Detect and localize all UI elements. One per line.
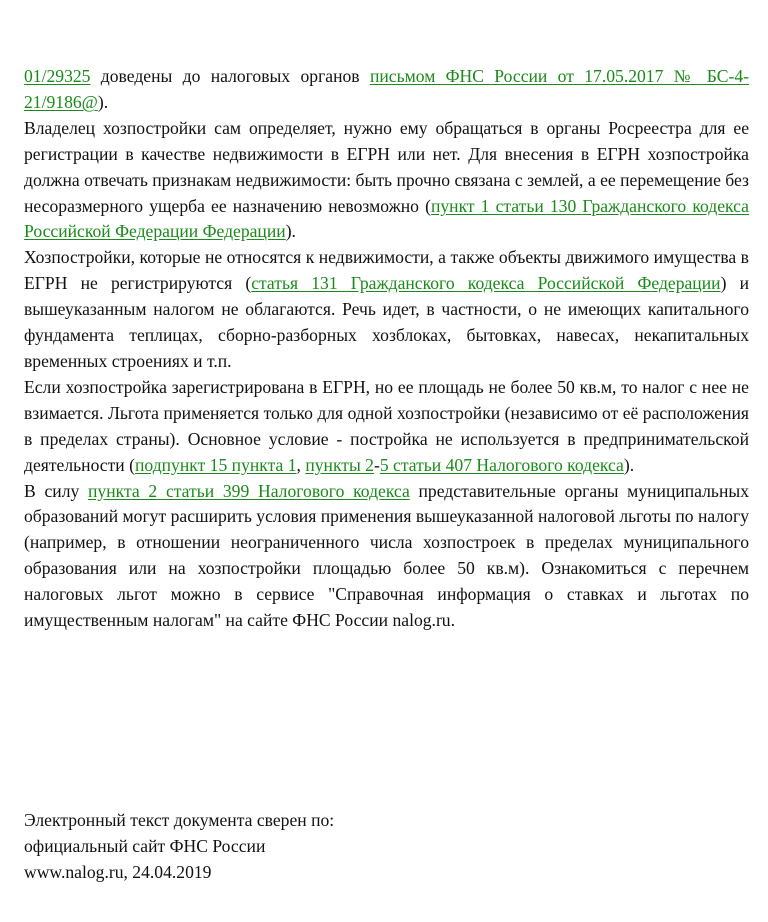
paragraph-municipal-benefits: [24, 479, 749, 634]
paragraph-letter-reference: [24, 64, 749, 116]
paragraph-text: Владелец хозпостройки сам определяет, нужно ему обращаться в органы Росреестра для ее регистрации в качестве недвижимости в ЕГРН или нет. Для внесения в ЕГРН хозпостройка должна отвечать признакам недвижимости: быть прочно связана с землей, а ее перемещение без несоразмерного ущерба ее назначению невозможно (: [24, 117, 749, 216]
link-civil-code-article-131[interactable]: статья 131 Гражданского кодекса Российской Федерации: [251, 273, 721, 294]
document-body: [24, 64, 749, 634]
paragraph-text: Если хозпостройка зарегистрирована в ЕГРН, но ее площадь не более 50 кв.м, то налог с нее не взимается. Льгота применяется только для одной хозпостройки (независимо от её расположения в пределах страны). Основное условие - постройка не используется в предпринимательской деятельности (: [24, 376, 749, 475]
paragraph-text: ).: [623, 454, 635, 475]
paragraph-registration: [24, 116, 749, 246]
paragraph-text: доведены до налоговых органов: [90, 66, 370, 86]
link-subparagraph-15[interactable]: подпункт 15 пункта 1: [134, 454, 297, 475]
link-tax-code-article-399[interactable]: пункта 2 статьи 399 Налогового кодекса: [88, 480, 410, 501]
link-fns-letter[interactable]: письмом ФНС России от 17.05.2017 № БС-4-21/9186@: [24, 66, 749, 112]
footer-verified-line: Электронный текст документа сверен по:: [24, 810, 335, 830]
footer-source-line: официальный сайт ФНС России: [24, 835, 266, 856]
link-tax-code-article-407[interactable]: 5 статьи 407 Налогового кодекса: [379, 454, 624, 475]
paragraph-text: представительные органы муниципальных образований могут расширить условия применения вышеуказанной налоговой льготы по налогу (например, в отношении неограниченного числа хозпостроек в пределах муниципального образования или на хозпостройки площадью более 50 кв.м). Ознакомиться с перечнем налоговых льгот можно в сервисе "Справочная информация о ставках и льготах по имущественным налогам" на сайте ФНС России nalog.ru.: [24, 480, 749, 631]
paragraph-text: ).: [97, 91, 109, 112]
paragraph-text: ,: [296, 454, 306, 475]
paragraph-movable-property: [24, 245, 749, 375]
link-civil-code-article-130[interactable]: пункт 1 статьи 130 Гражданского кодекса Российской Федерации Федерации: [24, 195, 749, 242]
paragraph-tax-exemption: [24, 375, 749, 479]
paragraph-text: ).: [285, 221, 296, 242]
footer-site-date-line: www.nalog.ru, 24.04.2019: [24, 861, 212, 882]
paragraph-text: Хозпостройки, которые не относятся к недвижимости, а также объекты движимого имущества в ЕГРН не регистрируются (: [24, 247, 749, 294]
paragraph-text: В силу: [24, 480, 89, 501]
paragraph-text: -: [373, 454, 380, 475]
paragraph-text: ) и вышеуказанным налогом не облагаются. Речь идет, в частности, о не имеющих капитального фундамента теплицах, сборно-разборных хозблоках, бытовках, навесах, некапитальных временных строениях и т.п.: [24, 273, 749, 371]
document-source-footer: [24, 808, 624, 886]
link-document-number[interactable]: 01/29325: [24, 66, 91, 86]
link-paragraphs-2[interactable]: пункты 2: [305, 454, 374, 475]
